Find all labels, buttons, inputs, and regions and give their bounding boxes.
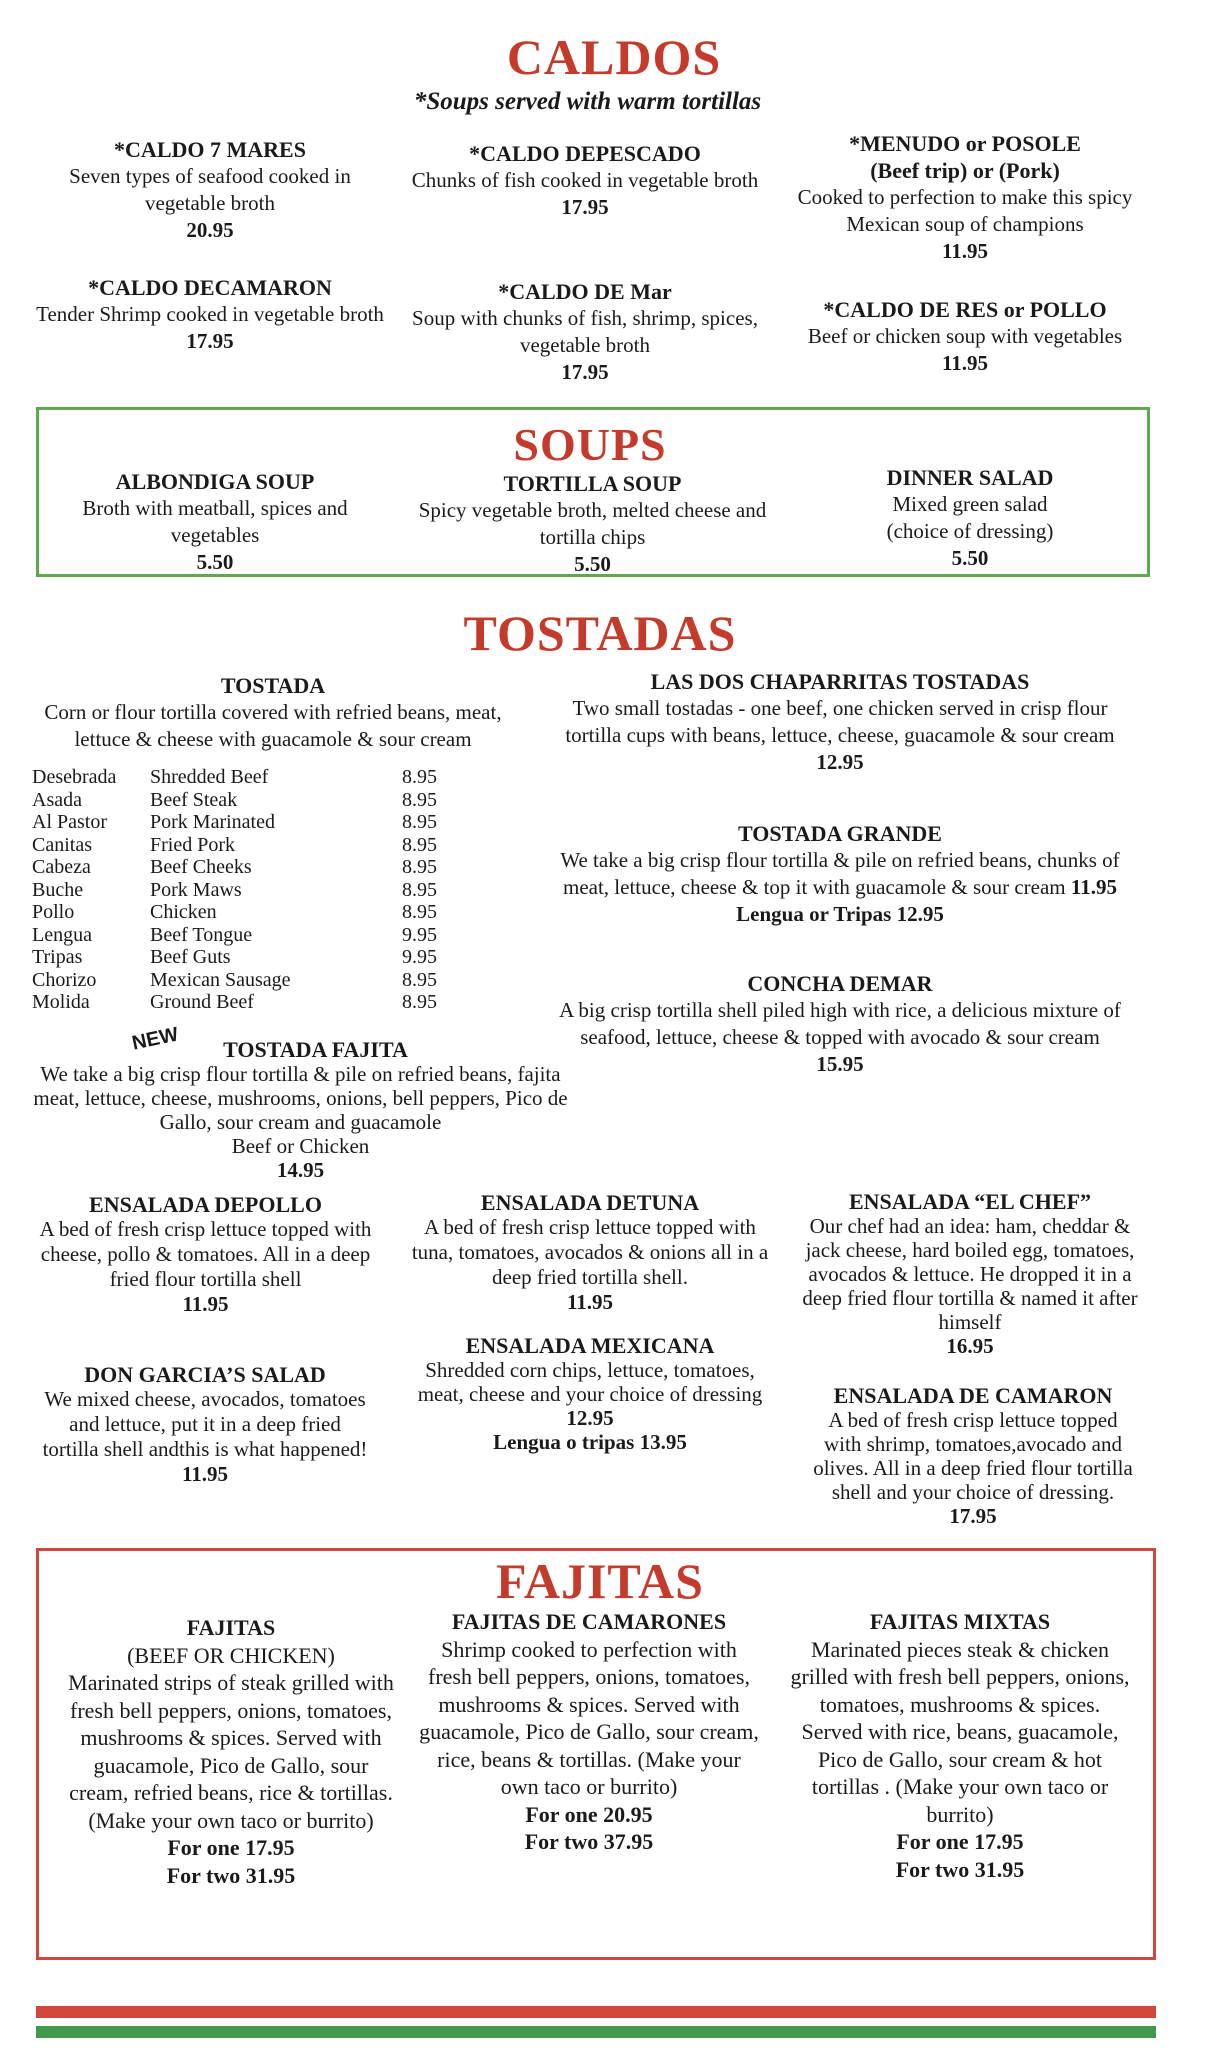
item-desc: Soup with chunks of fish, shrimp, spices, vegetable broth: [412, 306, 758, 357]
item-sub: (BEEF OR CHICKEN): [127, 1642, 335, 1668]
item-name: *CALDO DE Mar: [498, 279, 672, 304]
salad-item: [400, 1334, 780, 1454]
meat-english: Beef Tongue: [150, 923, 253, 946]
meat-english: Shredded Beef: [150, 766, 269, 788]
caldos-subtitle: *Soups served with warm tortillas: [413, 88, 762, 115]
item-price: 11.95: [566, 1290, 614, 1314]
meat-spanish: Tripas: [32, 946, 83, 968]
item-name: TOSTADA FAJITA: [223, 1037, 408, 1062]
item-price: 14.95: [276, 1158, 325, 1182]
item-name: FAJITAS DE CAMARONES: [451, 1609, 727, 1634]
meat-price: 8.95: [402, 833, 437, 856]
caldo-item: [405, 140, 765, 221]
item-desc: A bed of fresh crisp lettuce topped with tuna, tomatoes, avocados & onions all in a deep fried tortilla shell.: [411, 1215, 769, 1289]
meat-english: Ground Beef: [150, 991, 254, 1013]
item-desc: Spicy vegetable broth, melted cheese and tortilla chips: [418, 498, 767, 549]
item-price: 12.95: [816, 750, 864, 774]
meat-spanish: Molida: [32, 991, 90, 1013]
item-desc: Shredded corn chips, lettuce, tomatoes, meat, cheese and your choice of dressing: [417, 1358, 763, 1406]
meat-price: 8.95: [402, 968, 437, 991]
item-price: 5.50: [951, 546, 989, 570]
meat-price: 8.95: [402, 991, 437, 1013]
item-price: 16.95: [946, 1334, 994, 1358]
item-name: FAJITAS MIXTAS: [869, 1609, 1051, 1634]
item-price: 17.95: [186, 329, 234, 353]
meat-price: 8.95: [402, 811, 437, 833]
item-price: 17.95: [561, 360, 609, 384]
item-desc: We mixed cheese, avocados, tomatoes and lettuce, put it in a deep fried tortilla shell andthis is what happened!: [42, 1387, 368, 1461]
item-price: 12.95: [566, 1406, 614, 1430]
item-price: 11.95: [182, 1292, 229, 1316]
item-name: ENSALADA DEPOLLO: [89, 1192, 322, 1217]
item-price: 11.95: [1070, 875, 1117, 899]
item-price: 5.50: [574, 552, 611, 576]
meat-spanish: Buche: [32, 878, 84, 901]
item-extra: Lengua o tripas 13.95: [493, 1430, 687, 1454]
item-options: Beef or Chicken: [231, 1134, 370, 1158]
meat-english: Beef Steak: [150, 788, 238, 811]
item-price-one: For one 20.95: [525, 1801, 653, 1827]
item-name: *CALDO DECAMARON: [88, 275, 332, 300]
item-desc: A bed of fresh crisp lettuce topped with shrimp, tomatoes,avocado and olives. All in a deep fried flour tortilla shell and your choice of dressing.: [813, 1408, 1133, 1504]
item-desc: Shrimp cooked to perfection with fresh bell peppers, onions, tomatoes, mushrooms & spices. Served with guacamole, Pico de Gallo, sour cream, rice, beans & tortillas. (Make your own taco or burrito): [419, 1636, 759, 1799]
meat-english: Chicken: [150, 901, 217, 923]
item-name: *MENUDO or POSOLE: [849, 131, 1081, 156]
meat-english: Beef Cheeks: [150, 856, 252, 878]
fajita-item: [418, 1608, 760, 1856]
item-name: TORTILLA SOUP: [503, 471, 682, 496]
meat-english: Fried Pork: [150, 833, 235, 856]
meat-spanish: Asada: [32, 788, 82, 811]
soups-title: SOUPS: [513, 419, 667, 470]
item-desc: Broth with meatball, spices and vegetables: [82, 496, 348, 547]
item-price: 5.50: [196, 550, 234, 574]
salad-item: [28, 1192, 383, 1317]
item-price-two: For two 37.95: [524, 1829, 654, 1854]
item-desc: [555, 847, 1125, 901]
item-name: ENSALADA DE CAMARON: [833, 1383, 1113, 1408]
meat-english: Pork Marinated: [150, 811, 275, 833]
tostada-item: [550, 970, 1130, 1078]
item-price: 11.95: [941, 351, 989, 375]
item-price: 17.95: [561, 195, 609, 219]
item-desc: Marinated strips of steak grilled with fresh bell peppers, onions, tomatoes, mushrooms & spices. Served with guacamole, Pico de Gallo, sour cream, refried beans, rice & tortillas. (Make your own taco or burrito): [68, 1670, 394, 1833]
item-name: CONCHA DEMAR: [747, 971, 933, 996]
item-name: FAJITAS: [186, 1615, 276, 1640]
meat-english: Mexican Sausage: [150, 968, 291, 991]
tostada-item: [28, 672, 518, 753]
meat-english: Beef Guts: [150, 946, 231, 968]
item-desc: Marinated pieces steak & chicken grilled with fresh bell peppers, onions, tomatoes, mushrooms & spices. Served with rice, beans, guacamole, Pico de Gallo, sour cream & hot tortillas . (Make your own taco or burrito): [790, 1636, 1130, 1827]
item-name: ALBONDIGA SOUP: [115, 469, 315, 494]
meat-spanish: Chorizo: [32, 968, 97, 991]
item-price: 11.95: [181, 1462, 229, 1486]
item-desc: Mixed green salad (choice of dressing): [886, 492, 1054, 543]
flag-stripe-white: [36, 2018, 1156, 2026]
tostada-item: [555, 820, 1125, 928]
salad-item: [405, 1190, 775, 1315]
caldo-item: [30, 136, 390, 244]
item-name: ENSALADA DETUNA: [480, 1190, 700, 1215]
tostadas-title: TOSTADAS: [463, 605, 737, 661]
item-price-one: For one 17.95: [896, 1829, 1024, 1854]
item-name: DINNER SALAD: [886, 465, 1054, 490]
soup-item: [60, 468, 370, 576]
item-name: *CALDO 7 MARES: [114, 137, 306, 162]
item-price: 11.95: [941, 239, 989, 263]
meat-price: 8.95: [402, 766, 437, 788]
item-desc: Chunks of fish cooked in vegetable broth: [411, 168, 759, 192]
item-desc: Beef or chicken soup with vegetables: [807, 324, 1123, 348]
caldo-item: [405, 278, 765, 386]
item-name: TOSTADA GRANDE: [738, 821, 942, 846]
desc-text: We take a big crisp flour tortilla & pile on refried beans, chunks of meat, lettuce, cheese & top it with guacamole & sour cream: [560, 848, 1120, 899]
meat-price: 8.95: [402, 788, 437, 811]
item-name: *CALDO DEPESCADO: [469, 141, 701, 166]
item-name: DON GARCIA’S SALAD: [84, 1362, 326, 1387]
tostada-fajita-item: [28, 1038, 573, 1182]
item-desc: Two small tostadas - one beef, one chicken served in crisp flour tortilla cups with beans, lettuce, cheese, guacamole & sour cream: [565, 696, 1115, 747]
meat-spanish: Al Pastor: [32, 811, 107, 833]
tostada-item: [545, 668, 1135, 776]
meat-spanish: Canitas: [32, 833, 92, 856]
item-desc: Corn or flour tortilla covered with refried beans, meat, lettuce & cheese with guacamole & sour cream: [44, 700, 502, 751]
caldo-item: [30, 274, 390, 355]
item-price-two: For two 31.95: [895, 1856, 1025, 1882]
item-price: 20.95: [186, 218, 234, 242]
item-price: 17.95: [949, 1504, 997, 1528]
caldo-item: [785, 130, 1145, 265]
item-name: ENSALADA MEXICANA: [465, 1333, 715, 1358]
fajitas-title: FAJITAS: [496, 1553, 704, 1609]
meat-price: 9.95: [402, 923, 437, 946]
item-name-sub: (Beef trip) or (Pork): [870, 158, 1060, 183]
item-desc: Tender Shrimp cooked in vegetable broth: [36, 302, 384, 326]
item-name: LAS DOS CHAPARRITAS TOSTADAS: [650, 669, 1030, 694]
item-extra: Lengua or Tripas 12.95: [736, 902, 944, 926]
item-desc: Seven types of seafood cooked in vegetable broth: [69, 164, 351, 215]
new-badge: NEW: [130, 1023, 181, 1055]
caldo-item: [800, 296, 1130, 377]
item-desc: Our chef had an idea: ham, cheddar & jack cheese, hard boiled egg, tomatoes, avocados & lettuce. He dropped it in a deep fried flour tortilla & named it after himself: [802, 1214, 1138, 1334]
item-price: 15.95: [816, 1052, 864, 1076]
meat-price: 9.95: [402, 946, 437, 968]
item-desc: We take a big crisp flour tortilla & pile on refried beans, fajita meat, lettuce, cheese, mushrooms, onions, bell peppers, Pico de Gallo, sour cream and guacamole: [33, 1062, 568, 1134]
item-desc: A bed of fresh crisp lettuce topped with cheese, pollo & tomatoes. All in a deep fried flour tortilla shell: [39, 1217, 372, 1291]
meat-english: Pork Maws: [150, 878, 242, 901]
meat-spanish: Lengua: [32, 923, 92, 946]
salad-item: [808, 1384, 1138, 1528]
item-desc: Cooked to perfection to make this spicy Mexican soup of champions: [797, 185, 1133, 236]
item-price-one: For one 17.95: [167, 1835, 295, 1860]
meat-spanish: Cabeza: [32, 856, 91, 878]
flag-stripe-red: [36, 2006, 1156, 2018]
item-desc: A big crisp tortilla shell piled high with rice, a delicious mixture of seafood, lettuce, cheese & topped with avocado & sour cream: [559, 998, 1121, 1049]
flag-stripe-green: [36, 2026, 1156, 2038]
soup-item: [860, 464, 1080, 572]
meat-spanish: Pollo: [32, 901, 75, 923]
salad-item: [790, 1190, 1150, 1358]
meat-price: 8.95: [402, 901, 437, 923]
meat-spanish: Desebrada: [32, 766, 117, 788]
salad-item: [40, 1362, 370, 1487]
meat-price: 8.95: [402, 856, 437, 878]
item-price-two: For two 31.95: [166, 1862, 296, 1888]
soup-item: [415, 470, 770, 578]
item-name: ENSALADA “EL CHEF”: [848, 1189, 1092, 1214]
fajita-item: [790, 1608, 1130, 1883]
meat-price: 8.95: [402, 878, 437, 901]
fajita-item: [66, 1614, 396, 1889]
item-name: TOSTADA: [220, 673, 326, 698]
item-name: *CALDO DE RES or POLLO: [823, 297, 1107, 322]
caldos-title: CALDOS: [506, 29, 722, 85]
